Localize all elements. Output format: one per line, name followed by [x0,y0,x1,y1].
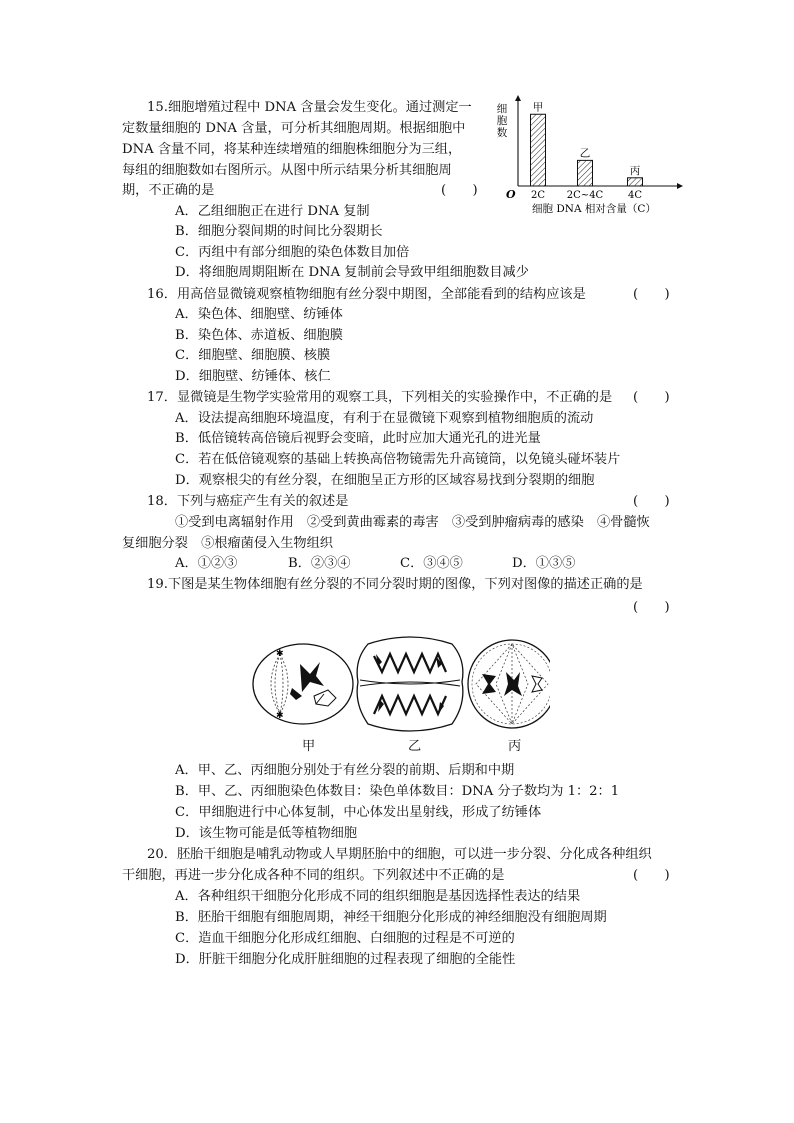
bar-label-2: 丙 [629,164,641,177]
q16-option-b: B．染色体、赤道板、细胞膜 [175,328,343,343]
q18-answer-bracket: ( ) [633,494,670,509]
q15-stem-line-4: 每组的细胞数如右图所示。从图中所示结果分析其细胞周 [122,163,452,178]
q19-option-b: B．甲、乙、丙细胞染色体数目：染色单体数目：DNA 分子数均为 1：2：1 [175,784,620,799]
y-axis-label-char-1: 细 [496,103,508,115]
cell-yi [357,637,463,731]
dna-content-bar-chart [494,94,686,222]
q15-stem-line-5: 期，不正确的是 [122,183,215,198]
q20-stem-line-1: 20．胚胎干细胞是哺乳动物或人早期胚胎中的细胞，可以进一步分裂、分化成各种组织 [147,847,652,862]
q17-answer-bracket: ( ) [633,390,670,405]
q15-stem-line-3: DNA 含量不同，将某种连续增殖的细胞株细胞分为三组， [122,142,462,157]
q16-answer-bracket: ( ) [633,287,670,302]
q19-stem: 19.下图是某生物体细胞有丝分裂的不同分裂时期的图像，下列对图像的描述正确的是 [147,577,643,592]
q17-option-b: B．低倍镜转高倍镜后视野会变暗，此时应加大通光孔的进光量 [175,431,541,446]
q16-option-d: D．细胞壁、纺锤体、核仁 [175,369,331,384]
q15-stem-line-2: 定数量细胞的 DNA 含量，可分析其细胞周期。根据细胞中 [122,121,466,136]
x-tick-label-0: 2C [530,190,546,201]
x-tick-label-2: 4C [627,190,643,201]
q17-stem: 17．显微镜是生物学实验常用的观察工具，下列相关的实验操作中，不正确的是 [147,390,613,405]
q20-option-b: B．胚胎干细胞有细胞周期，神经干细胞分化形成的神经细胞没有细胞周期 [175,910,607,925]
bar-0 [531,114,546,186]
y-axis-label-char-2: 胞 [496,115,508,127]
q18-option-c: C．③④⑤ [400,556,463,571]
q19-option-d: D．该生物可能是低等植物细胞 [175,826,358,841]
q20-answer-bracket: ( ) [633,868,670,883]
q18-stem: 18．下列与癌症产生有关的叙述是 [147,494,349,509]
cell-bing [468,640,550,728]
q18-option-d: D．①③⑤ [512,556,576,571]
q18-option-a: A．①②③ [175,556,238,571]
chart-x-axis-label: 细胞 DNA 相对含量（C） [532,203,656,215]
q15-option-c: C．丙组中有部分细胞的染色体数目加倍 [175,245,410,260]
bar-label-1: 乙 [579,147,591,160]
q20-option-c: C．造血干细胞分化形成红细胞、白细胞的过程是不可逆的 [175,931,515,946]
q15-stem-line-1: 15.细胞增殖过程中 DNA 含量会发生变化。通过测定一 [147,100,472,115]
q19-option-a: A．甲、乙、丙细胞分别处于有丝分裂的前期、后期和中期 [175,763,515,778]
cell-label-yi: 乙 [408,739,422,754]
svg-text:✱: ✱ [276,711,284,721]
q18-option-b: B．②③④ [288,556,351,571]
y-axis-label-char-3: 数 [496,127,508,139]
q15-option-a: A．乙组细胞正在进行 DNA 复制 [175,204,370,219]
q18-items-line-2: 复细胞分裂 ⑤根瘤菌侵入生物组织 [122,536,333,551]
q20-stem-line-2: 干细胞，再进一步分化成各种不同的组织。下列叙述中不正确的是 [122,868,505,883]
q17-option-a: A．设法提高细胞环境温度，有利于在显微镜下观察到植物细胞质的流动 [175,411,594,426]
bar-2 [628,178,643,186]
q15-answer-bracket: ( ) [441,183,478,198]
q18-items-line-1: ①受到电离辐射作用 ②受到黄曲霉素的毒害 ③受到肿瘤病毒的感染 ④骨髓恢 [175,515,650,530]
q17-option-c: C．若在低倍镜观察的基础上转换高倍物镜需先升高镜筒，以免镜头碰坏装片 [175,452,621,467]
q20-option-d: D．肝脏干细胞分化成肝脏细胞的过程表现了细胞的全能性 [175,952,516,967]
q15-option-d: D．将细胞周期阻断在 DNA 复制前会导致甲组细胞数目减少 [175,265,529,280]
chart-y-axis-label [497,103,508,139]
chart-origin-label: O [506,188,516,201]
q16-option-a: A．染色体、细胞壁、纺锤体 [175,307,343,322]
mitosis-cells-figure [250,632,550,762]
q20-option-a: A．各种组织干细胞分化形成不同的组织细胞是基因选择性表达的结果 [175,889,581,904]
q16-stem: 16．用高倍显微镜观察植物细胞有丝分裂中期图，全部能看到的结构应该是 [147,287,586,302]
q17-option-d: D．观察根尖的有丝分裂，在细胞呈正方形的区域容易找到分裂期的细胞 [175,473,595,488]
cell-label-jia: 甲 [302,739,316,754]
svg-text:✱: ✱ [276,649,284,659]
bar-label-0: 甲 [532,101,544,114]
cell-label-bing: 丙 [508,739,522,754]
q19-answer-bracket: ( ) [633,600,670,615]
bar-1 [578,160,593,186]
q15-option-b: B．细胞分裂间期的时间比分裂期长 [175,224,383,239]
q19-option-c: C．甲细胞进行中心体复制，中心体发出星射线，形成了纺锤体 [175,805,542,820]
x-tick-label-1: 2C~4C [566,190,604,201]
q16-option-c: C．细胞壁、细胞膜、核膜 [175,348,331,363]
cell-jia [253,644,353,724]
